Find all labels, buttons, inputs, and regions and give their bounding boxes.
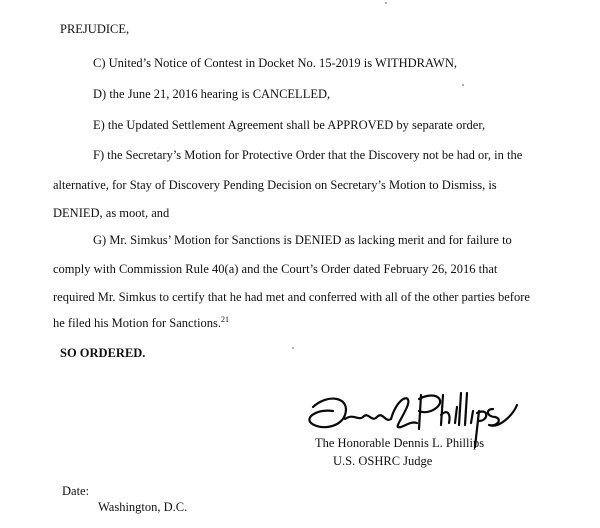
item-g-line-1: G) Mr. Simkus’ Motion for Sanctions is DENIED as lacking merit and for failure to bbox=[93, 233, 512, 247]
item-f-line-2: alternative, for Stay of Discovery Pending Decision on Secretary’s Motion to Dismiss, is bbox=[53, 178, 497, 192]
prejudice-line: PREJUDICE, bbox=[60, 22, 130, 36]
judge-name: The Honorable Dennis L. Phillips bbox=[315, 436, 485, 450]
item-e: E) the Updated Settlement Agreement shall be APPROVED by separate order, bbox=[93, 118, 486, 132]
scan-speck bbox=[385, 2, 387, 4]
so-ordered: SO ORDERED. bbox=[60, 346, 146, 360]
item-g-line-3: required Mr. Simkus to certify that he had met and conferred with all of the other parties before bbox=[53, 290, 530, 304]
item-f-line-3: DENIED, as moot, and bbox=[53, 206, 170, 220]
footnote-marker: 21 bbox=[221, 314, 230, 324]
date-label: Date: bbox=[62, 484, 90, 498]
item-g-line-4 bbox=[53, 316, 229, 331]
scan-speck bbox=[292, 347, 294, 349]
item-d: D) the June 21, 2016 hearing is CANCELLED, bbox=[93, 87, 331, 101]
item-g-line-2: comply with Commission Rule 40(a) and the Court’s Order dated February 26, 2016 that bbox=[53, 262, 498, 276]
item-g-line-4-text: he filed his Motion for Sanctions. bbox=[53, 316, 222, 330]
judge-title: U.S. OSHRC Judge bbox=[333, 454, 433, 468]
scan-speck bbox=[462, 84, 464, 86]
item-c: C) United’s Notice of Contest in Docket No. 15-2019 is WITHDRAWN, bbox=[93, 56, 457, 70]
date-place: Washington, D.C. bbox=[98, 500, 188, 514]
item-f-line-1: F) the Secretary’s Motion for Protective Order that the Discovery not be had or, in the bbox=[93, 148, 523, 162]
